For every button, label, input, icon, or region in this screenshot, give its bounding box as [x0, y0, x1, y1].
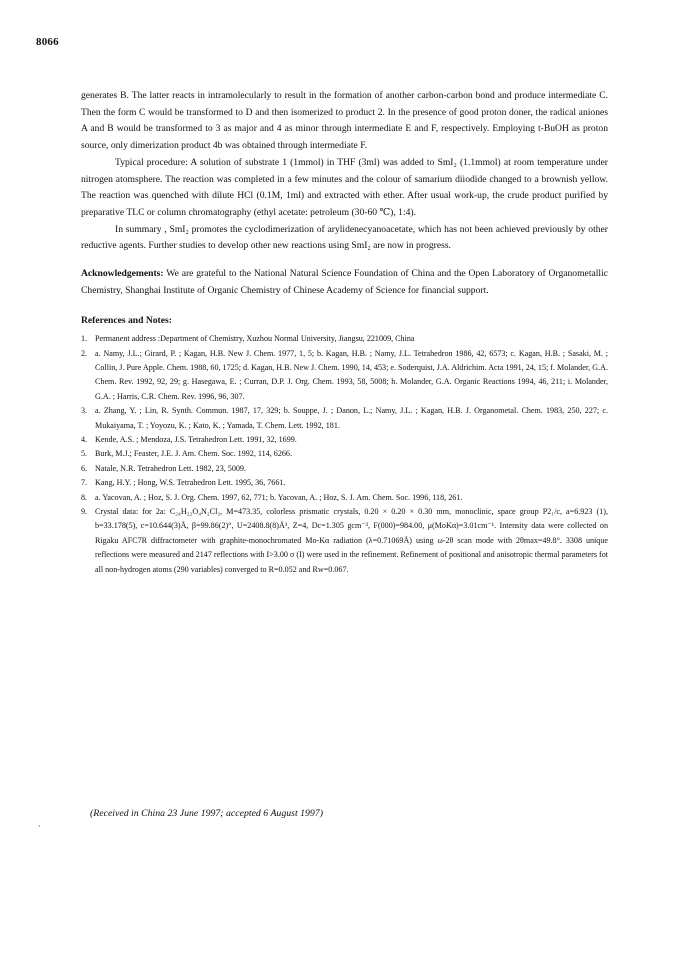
references-list [81, 332, 608, 577]
reference-number: 1. [81, 334, 88, 344]
reference-item [81, 491, 608, 505]
page-number: 8066 [36, 36, 59, 48]
reference-item [81, 505, 608, 577]
acknowledgements-text: We are grateful to the National Natural Science Foundation of China and the Open Laboratory of Organometallic Chemistry, Shanghai Institute of Organic Chemistry of Chinese Academy of Science for financial support. [81, 268, 608, 296]
reference-text: Burk, M.J.; Feaster, J.E. J. Am. Chem. Soc. 1992, 114, 6266. [95, 449, 292, 459]
reference-text: Crystal data: for 2a: C₂₄H₂₂O₄N₂Cl₂, M=473.35, colorless prismatic crystals, 0.20 × 0.20 × 0.30 mm, monoclinic, space group P2₁/c, a=6.923 (1), b=33.178(5), c=10.644(3)Å, β=99.86(2)°, U=2408.8(8)Å³, Z=4, Dc=1.305 gcm⁻³, F(000)=984.00, μ(MoKα)=3.01cm⁻¹. Intensity data were collected on Rigaku AFC7R diffractometer with graphite-monochromated Mo-Kα radiation (λ=0.71069Å) using ω-2θ scan mode with 2θmax=49.8°. 3308 unique reflections were measured and 2147 reflections with I>3.00 σ (I) were used in the refinement. Refinement of positional and anisotropic thermal parameters fot all non-hydrogen atoms (290 variables) converged to R=0.052 and Rw=0.067. [95, 507, 608, 574]
received-date-note: (Received in China 23 June 1997; accepted 6 August 1997) [90, 808, 323, 819]
reference-item [81, 433, 608, 447]
reference-number: 3. [81, 406, 88, 416]
reference-item [81, 332, 608, 346]
reference-text: Kang, H.Y. ; Hong, W.S. Tetrahedron Lett. 1995, 36, 7661. [95, 478, 286, 488]
acknowledgements [81, 266, 608, 299]
stray-scan-mark: ` [38, 824, 41, 834]
reference-number: 6. [81, 463, 88, 473]
reference-number: 9. [81, 507, 88, 517]
article-body [81, 88, 608, 577]
references-heading: References and Notes: [81, 315, 172, 327]
paragraph-mechanism: generates B. The latter reacts in intramolecularly to result in the formation of another carbon-carbon bond and produce intermediate C. Then the form C would be transformed to D and then isomerized to product 2. In the presence of good proton doner, the radical aniones A and B would be transformed to 3 as major and 4 as minor through intermediate E and F, respectively. Employing t-BuOH as proton source, only dimerization product 4b was obtained through intermediate F. [81, 90, 608, 152]
reference-item [81, 462, 608, 476]
reference-number: 4. [81, 434, 88, 444]
reference-item [81, 447, 608, 461]
paragraph-typical-procedure: Typical procedure: A solution of substrate 1 (1mmol) in THF (3ml) was added to SmI₂ (1.1mmol) at room temperature under nitrogen atomsphere. The reaction was completed in a few minutes and the colour of samarium diiodide changed to a brownish yellow. The reaction was quenched with dilute HCl (0.1M, 1ml) and extracted with ether. After usual work-up, the crude product purified by preparative TLC or column chromatography (ethyl acetate: petroleum (30-60 ℃), 1:4). [81, 156, 608, 218]
reference-number: 8. [81, 492, 88, 502]
reference-item [81, 476, 608, 490]
reference-text: a. Yacovan, A. ; Hoz, S. J. Org. Chem. 1997, 62, 771; b. Yacovan, A. ; Hoz, S. J. Am. Chem. Soc. 1996, 118, 261. [95, 492, 463, 502]
reference-text: Natale, N.R. Tetrahedron Lett. 1982, 23, 5009. [95, 463, 247, 473]
section-gap [81, 255, 608, 266]
reference-item [81, 404, 608, 433]
reference-item [81, 347, 608, 405]
reference-text: Kende, A.S. ; Mendoza, J.S. Tetrahedron Lett. 1991, 32, 1699. [95, 434, 297, 444]
reference-text: a. Namy, J.L.; Girard, P. ; Kagan, H.B. New J. Chem. 1977, 1, 5; b. Kagan, H.B. ; Namy, J.L. Tetrahedron 1986, 42, 6573; c. Kagan, H.B. ; Sasaki, M. ; Collin, J. Pure Apple. Chem. 1988, 60, 1725; d. Kagan, H.B. New J. Chem. 1990, 14, 453; e. Soderquist, J.A. Aldrichim. Acta 1991, 24, 15; f. Molander, G.A. Chem. Rev. 1992, 92, 29; g. Hasegawa, E. ; Curran, D.P. J. Org. Chem. 1993, 58, 5008; h. Molander, G.A. Organic Reactions 1994, 46, 211; i. Molander, G.A. ; Harris, C.R. Chem. Rev. 1996, 96, 307. [95, 348, 608, 401]
reference-text: Permanent address :Department of Chemistry, Xuzhou Normal University, Jiangsu, 221009, China [95, 334, 415, 344]
reference-number: 2. [81, 348, 88, 358]
reference-number: 7. [81, 478, 88, 488]
paragraph-summary: In summary , SmI₂ promotes the cyclodimerization of arylidenecyanoacetate, which has not been achieved previously by other reductive agents. Further studies to develop other new reactions using SmI₂ are now in progress. [81, 223, 608, 252]
reference-number: 5. [81, 449, 88, 459]
reference-text: a. Zhang, Y. ; Lin, R. Synth. Commun. 1987, 17, 329; b. Souppe, J. ; Danon, L.; Namy, J.L. ; Kagan, H.B. J. Organometal. Chem. 1983, 250, 227; c. Mukaiyama, T. ; Yoyozu, K. ; Kato, K. ; Yamada, T. Chem. Lett. 1992, 181. [95, 406, 608, 430]
acknowledgements-heading: Acknowledgements: [81, 268, 164, 280]
